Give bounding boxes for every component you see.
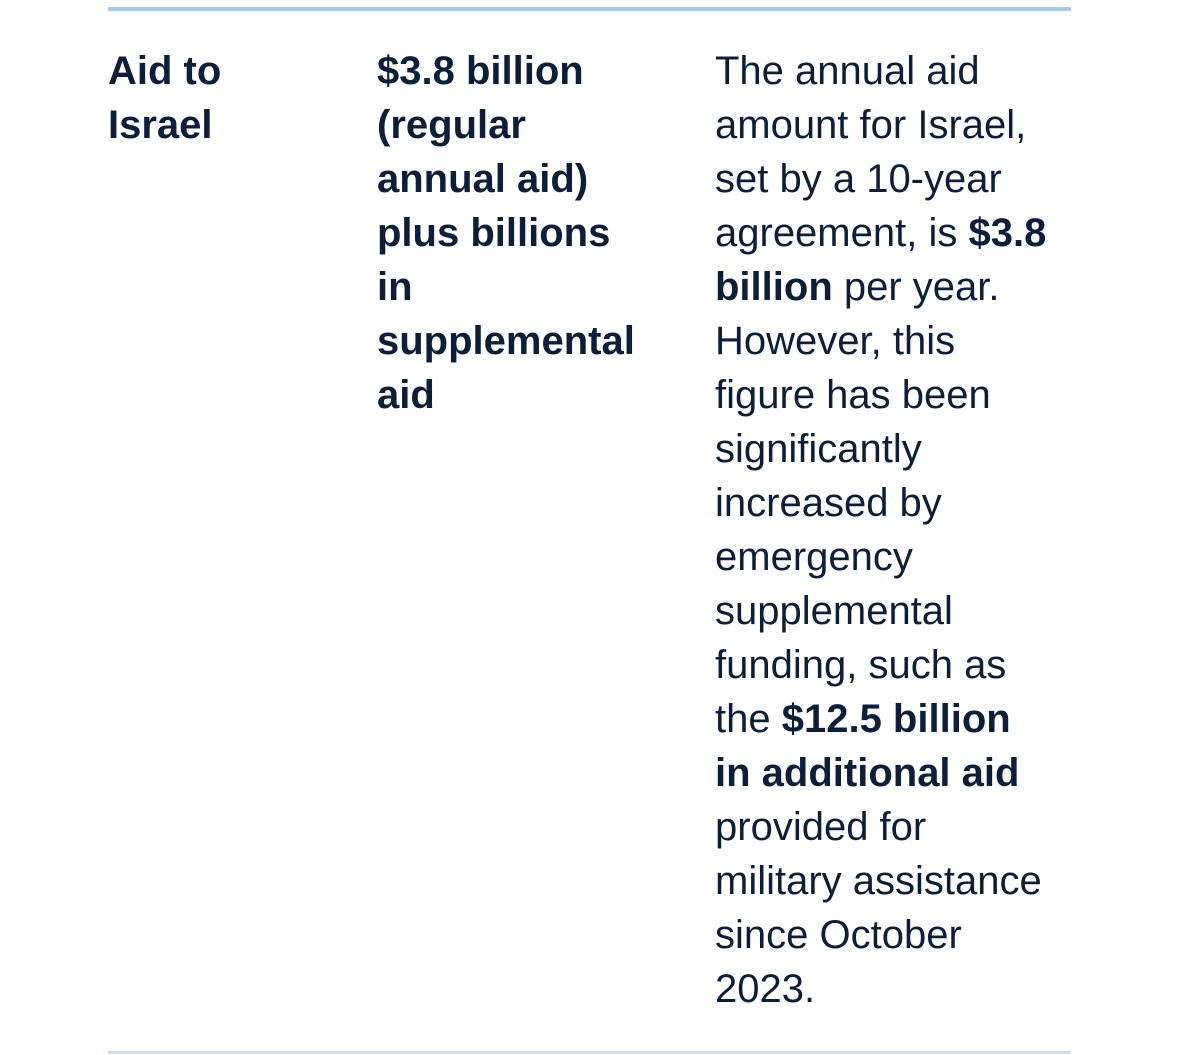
- amount-line: annual aid): [377, 157, 589, 201]
- description-emphasis: billion: [715, 265, 833, 309]
- description-line: [715, 206, 1075, 260]
- description-line: funding, such as: [715, 643, 1007, 687]
- description-text: agreement, is: [715, 211, 969, 255]
- description-text: the: [715, 697, 782, 741]
- description-line: supplemental: [715, 589, 953, 633]
- description-line: [715, 746, 1075, 800]
- description-emphasis: $3.8: [968, 211, 1047, 255]
- description-line: [715, 692, 1075, 746]
- amount-line: (regular: [377, 103, 526, 147]
- row-label-line: Aid to: [108, 49, 222, 93]
- amount-line: plus billions: [377, 211, 611, 255]
- amount-line: aid: [377, 373, 435, 417]
- description-line: amount for Israel,: [715, 103, 1027, 147]
- amount-cell: [377, 44, 677, 422]
- row-label-cell: [108, 44, 348, 152]
- table-top-border: [108, 7, 1071, 11]
- row-label-line: Israel: [108, 103, 213, 147]
- description-line: since October: [715, 913, 962, 957]
- description-emphasis: $12.5 billion: [781, 697, 1011, 741]
- description-line: increased by: [715, 481, 942, 525]
- description-text: per year.: [832, 265, 1000, 309]
- amount-line: $3.8 billion: [377, 49, 584, 93]
- description-line: 2023.: [715, 967, 816, 1011]
- description-line: The annual aid: [715, 49, 980, 93]
- description-line: However, this: [715, 319, 956, 363]
- description-cell: [715, 44, 1075, 1016]
- description-line: set by a 10-year: [715, 157, 1002, 201]
- description-line: military assistance: [715, 859, 1042, 903]
- description-emphasis: in additional aid: [715, 751, 1020, 795]
- amount-line: supplemental: [377, 319, 635, 363]
- description-line: emergency: [715, 535, 913, 579]
- amount-line: in: [377, 265, 413, 309]
- description-line: provided for: [715, 805, 927, 849]
- table-bottom-border: [108, 1051, 1071, 1054]
- description-line: figure has been: [715, 373, 991, 417]
- description-line: significantly: [715, 427, 922, 471]
- description-line: [715, 260, 1075, 314]
